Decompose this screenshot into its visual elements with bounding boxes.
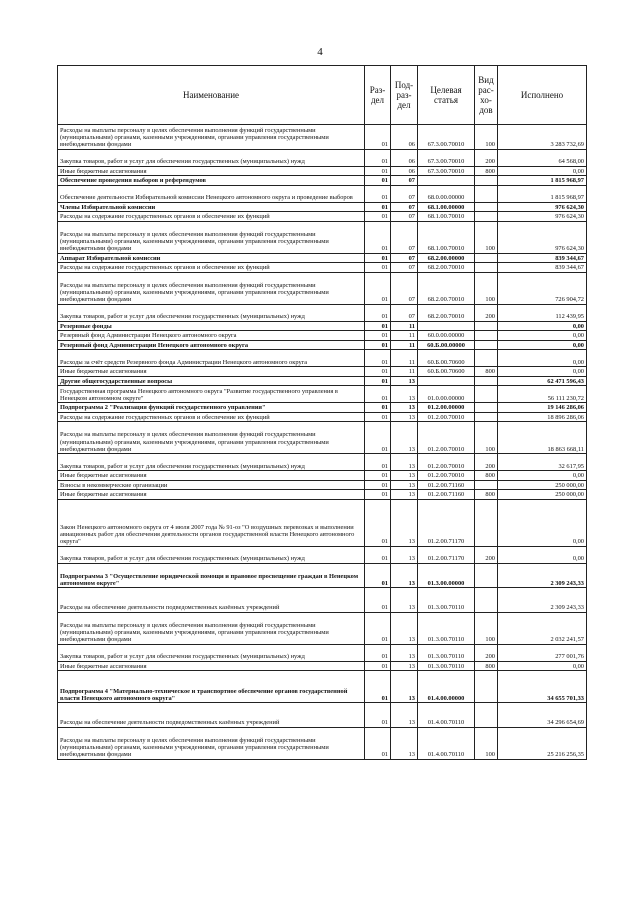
row-expense-type: 100 — [475, 727, 498, 759]
row-executed: 0,00 — [498, 166, 587, 176]
row-subsection: 13 — [391, 480, 418, 490]
table-row — [58, 176, 587, 186]
row-section: 01 — [365, 403, 391, 413]
row-subsection: 07 — [391, 202, 418, 212]
row-section: 01 — [365, 125, 391, 150]
row-expense-type — [475, 499, 498, 546]
row-name: Расходы на выплаты персоналу в целях обеспечения выполнения функций государственными (муниципальными) органами, казенными учреждениями, органами управления государственными внебюджетными фондами — [58, 422, 365, 454]
row-name: Резервные фонды — [58, 321, 365, 331]
row-subsection: 07 — [391, 212, 418, 222]
row-section: 01 — [365, 321, 391, 331]
table-row — [58, 480, 587, 490]
row-executed: 839 344,67 — [498, 263, 587, 273]
row-name: Закупка товаров, работ и услуг для обеспечения государственных (муниципальных) нужд — [58, 304, 365, 321]
row-expense-type: 100 — [475, 221, 498, 253]
row-expense-type — [475, 671, 498, 703]
row-subsection: 13 — [391, 671, 418, 703]
row-expense-type: 100 — [475, 272, 498, 304]
row-subsection: 13 — [391, 490, 418, 500]
row-expense-type: 200 — [475, 304, 498, 321]
header-name: Наименование — [58, 66, 365, 125]
row-subsection: 07 — [391, 272, 418, 304]
row-subsection: 13 — [391, 386, 418, 403]
table-row — [58, 212, 587, 222]
row-executed: 25 216 256,35 — [498, 727, 587, 759]
row-target: 68.2.00.00000 — [418, 253, 475, 263]
table-row — [58, 499, 587, 546]
row-subsection: 07 — [391, 253, 418, 263]
row-section: 01 — [365, 263, 391, 273]
row-target — [418, 321, 475, 331]
row-executed: 839 344,67 — [498, 253, 587, 263]
row-name: Подпрограмма 4 "Материально-техническое и транспортное обеспечение органов государственной власти Ненецкого автономного округа" — [58, 671, 365, 703]
row-expense-type — [475, 386, 498, 403]
row-expense-type: 100 — [475, 422, 498, 454]
row-target: 68.2.00.70010 — [418, 263, 475, 273]
row-expense-type — [475, 176, 498, 186]
row-expense-type — [475, 212, 498, 222]
row-expense-type: 200 — [475, 644, 498, 661]
row-executed: 0,00 — [498, 471, 587, 481]
row-executed: 976 624,30 — [498, 202, 587, 212]
row-executed: 0,00 — [498, 350, 587, 367]
row-target: 68.2.00.70010 — [418, 272, 475, 304]
row-executed: 34 655 701,33 — [498, 671, 587, 703]
row-section: 01 — [365, 350, 391, 367]
row-subsection: 07 — [391, 304, 418, 321]
row-name: Иные бюджетные ассигнования — [58, 471, 365, 481]
row-name: Закон Ненецкого автономного округа от 4 июля 2007 года № 91-оз "О воздушных перевозках и выполнении авиационных работ для обеспечения деятельности органов государственной власти Ненецкого автономного округа" — [58, 499, 365, 546]
row-expense-type: 200 — [475, 454, 498, 471]
table-row — [58, 727, 587, 759]
row-target: 01.2.00.70010 — [418, 471, 475, 481]
row-executed: 0,00 — [498, 367, 587, 377]
row-executed: 34 296 654,69 — [498, 703, 587, 728]
row-section: 01 — [365, 588, 391, 613]
table-row — [58, 546, 587, 563]
row-name: Расходы на содержание государственных органов и обеспечение их функций — [58, 412, 365, 422]
row-executed: 112 439,95 — [498, 304, 587, 321]
row-name: Иные бюджетные ассигнования — [58, 367, 365, 377]
row-executed: 2 032 241,57 — [498, 612, 587, 644]
row-subsection: 13 — [391, 661, 418, 671]
table-row — [58, 490, 587, 500]
row-name: Аппарат Избирательной комиссии — [58, 253, 365, 263]
row-subsection: 11 — [391, 340, 418, 350]
row-subsection: 06 — [391, 149, 418, 166]
row-target: 67.3.00.70010 — [418, 125, 475, 150]
row-section: 01 — [365, 703, 391, 728]
row-expense-type: 800 — [475, 367, 498, 377]
row-expense-type: 800 — [475, 490, 498, 500]
header-target: Целевая статья — [418, 66, 475, 125]
table-row — [58, 202, 587, 212]
row-expense-type — [475, 588, 498, 613]
table-row — [58, 454, 587, 471]
row-expense-type: 800 — [475, 661, 498, 671]
row-section: 01 — [365, 480, 391, 490]
row-target: 01.3.00.70110 — [418, 612, 475, 644]
row-subsection: 06 — [391, 125, 418, 150]
row-target: 60.Б.00.70600 — [418, 350, 475, 367]
row-section: 01 — [365, 253, 391, 263]
row-expense-type — [475, 321, 498, 331]
row-name: Расходы на выплаты персоналу в целях обеспечения выполнения функций государственными (муниципальными) органами, казенными учреждениями, органами управления государственными внебюджетными фондами — [58, 612, 365, 644]
row-subsection: 13 — [391, 644, 418, 661]
row-section: 01 — [365, 644, 391, 661]
row-expense-type: 200 — [475, 546, 498, 563]
row-subsection: 13 — [391, 499, 418, 546]
row-section: 01 — [365, 563, 391, 588]
row-name: Подпрограмма 3 "Осуществление юридической помощи и правовое просвещение граждан в Ненецком автономном округе" — [58, 563, 365, 588]
row-expense-type — [475, 253, 498, 263]
row-section: 01 — [365, 340, 391, 350]
row-name: Расходы на выплаты персоналу в целях обеспечения выполнения функций государственными (муниципальными) органами, казенными учреждениями, органами управления государственными внебюджетными фондами — [58, 727, 365, 759]
table-row — [58, 471, 587, 481]
header-executed: Исполнено — [498, 66, 587, 125]
row-name: Расходы за счёт средств Резервного фонда Администрации Ненецкого автономного округа — [58, 350, 365, 367]
table-row — [58, 253, 587, 263]
row-subsection: 11 — [391, 367, 418, 377]
row-name: Расходы на обеспечение деятельности подведомственных казённых учреждений — [58, 703, 365, 728]
row-name: Обеспечение деятельности Избирательной комиссии Ненецкого автономного округа и проведение выборов — [58, 185, 365, 202]
row-name: Закупка товаров, работ и услуг для обеспечения государственных (муниципальных) нужд — [58, 454, 365, 471]
row-executed: 0,00 — [498, 321, 587, 331]
row-target — [418, 376, 475, 386]
row-subsection: 13 — [391, 412, 418, 422]
row-target: 01.4.00.70110 — [418, 727, 475, 759]
table-row — [58, 321, 587, 331]
table-row — [58, 661, 587, 671]
row-target: 01.2.00.71160 — [418, 490, 475, 500]
table-body — [58, 125, 587, 760]
row-target: 67.3.00.70010 — [418, 149, 475, 166]
row-subsection: 13 — [391, 454, 418, 471]
row-name: Взносы в некоммерческие организации — [58, 480, 365, 490]
row-section: 01 — [365, 176, 391, 186]
row-expense-type: 200 — [475, 149, 498, 166]
row-target: 68.1.00.00000 — [418, 202, 475, 212]
row-executed: 32 617,95 — [498, 454, 587, 471]
header-expense-type: Вид рас- хо- дов — [475, 66, 498, 125]
table-row — [58, 125, 587, 150]
table-header-row — [58, 66, 587, 125]
row-target: 01.3.00.70110 — [418, 644, 475, 661]
row-section: 01 — [365, 499, 391, 546]
row-subsection: 07 — [391, 185, 418, 202]
row-executed: 64 568,00 — [498, 149, 587, 166]
row-section: 01 — [365, 367, 391, 377]
row-section: 01 — [365, 727, 391, 759]
row-expense-type — [475, 340, 498, 350]
page-number: 4 — [317, 46, 323, 58]
row-section: 01 — [365, 304, 391, 321]
row-target: 01.2.00.71170 — [418, 499, 475, 546]
row-subsection: 13 — [391, 546, 418, 563]
row-subsection: 13 — [391, 376, 418, 386]
row-expense-type — [475, 202, 498, 212]
row-section: 01 — [365, 490, 391, 500]
row-name: Резервный фонд Администрации Ненецкого автономного округа — [58, 340, 365, 350]
row-name: Обеспечение проведения выборов и референдумов — [58, 176, 365, 186]
row-subsection: 13 — [391, 422, 418, 454]
row-section: 01 — [365, 422, 391, 454]
budget-table — [57, 65, 587, 760]
row-executed: 0,00 — [498, 499, 587, 546]
row-name: Иные бюджетные ассигнования — [58, 661, 365, 671]
row-executed: 3 283 732,69 — [498, 125, 587, 150]
row-name: Подпрограмма 2 "Реализация функций государственного управления" — [58, 403, 365, 413]
row-target: 01.4.00.70110 — [418, 703, 475, 728]
table-row — [58, 149, 587, 166]
row-section: 01 — [365, 412, 391, 422]
table-row — [58, 185, 587, 202]
row-section: 01 — [365, 272, 391, 304]
table-row — [58, 412, 587, 422]
table-row — [58, 272, 587, 304]
row-name: Другие общегосударственные вопросы — [58, 376, 365, 386]
row-target: 01.2.00.70010 — [418, 454, 475, 471]
row-subsection: 07 — [391, 221, 418, 253]
row-section: 01 — [365, 202, 391, 212]
row-name: Государственная программа Ненецкого автономного округа "Развитие государственного управления в Ненецком автономном округе" — [58, 386, 365, 403]
row-name: Расходы на выплаты персоналу в целях обеспечения выполнения функций государственными (муниципальными) органами, казенными учреждениями, органами управления государственными внебюджетными фондами — [58, 125, 365, 150]
row-name: Закупка товаров, работ и услуг для обеспечения государственных (муниципальных) нужд — [58, 149, 365, 166]
table-row — [58, 263, 587, 273]
row-expense-type — [475, 263, 498, 273]
row-subsection: 13 — [391, 403, 418, 413]
row-executed: 56 111 230,72 — [498, 386, 587, 403]
row-subsection: 07 — [391, 176, 418, 186]
row-section: 01 — [365, 149, 391, 166]
row-expense-type — [475, 563, 498, 588]
row-section: 01 — [365, 471, 391, 481]
table-row — [58, 221, 587, 253]
row-section: 01 — [365, 612, 391, 644]
row-subsection: 13 — [391, 703, 418, 728]
row-executed: 2 309 243,33 — [498, 588, 587, 613]
table-row — [58, 671, 587, 703]
row-expense-type — [475, 480, 498, 490]
table-row — [58, 376, 587, 386]
row-executed: 277 001,76 — [498, 644, 587, 661]
row-section: 01 — [365, 454, 391, 471]
row-subsection: 13 — [391, 563, 418, 588]
row-expense-type — [475, 403, 498, 413]
table-row — [58, 386, 587, 403]
row-section: 01 — [365, 166, 391, 176]
row-target: 01.2.00.70010 — [418, 422, 475, 454]
row-target: 68.1.00.70010 — [418, 221, 475, 253]
row-section: 01 — [365, 546, 391, 563]
table-row — [58, 422, 587, 454]
row-executed: 0,00 — [498, 546, 587, 563]
row-name: Резервный фонд Администрации Ненецкого автономного округа — [58, 331, 365, 341]
row-executed: 976 624,30 — [498, 212, 587, 222]
row-subsection: 13 — [391, 727, 418, 759]
table-row — [58, 350, 587, 367]
row-target: 01.4.00.00000 — [418, 671, 475, 703]
row-section: 01 — [365, 212, 391, 222]
table-row — [58, 403, 587, 413]
row-name: Расходы на содержание государственных органов и обеспечение их функций — [58, 212, 365, 222]
row-executed: 976 624,30 — [498, 221, 587, 253]
row-target: 68.2.00.70010 — [418, 304, 475, 321]
row-target: 01.0.00.00000 — [418, 386, 475, 403]
table-row — [58, 304, 587, 321]
row-executed: 18 863 668,11 — [498, 422, 587, 454]
row-executed: 18 896 286,06 — [498, 412, 587, 422]
row-name: Члены Избирательной комиссии — [58, 202, 365, 212]
row-subsection: 11 — [391, 350, 418, 367]
row-target: 67.3.00.70010 — [418, 166, 475, 176]
row-subsection: 13 — [391, 471, 418, 481]
row-name: Закупка товаров, работ и услуг для обеспечения государственных (муниципальных) нужд — [58, 546, 365, 563]
row-subsection: 13 — [391, 612, 418, 644]
row-target — [418, 176, 475, 186]
row-executed: 250 000,00 — [498, 480, 587, 490]
row-name: Иные бюджетные ассигнования — [58, 166, 365, 176]
row-subsection: 07 — [391, 263, 418, 273]
row-target: 68.1.00.70010 — [418, 212, 475, 222]
row-section: 01 — [365, 185, 391, 202]
row-expense-type — [475, 350, 498, 367]
row-name: Закупка товаров, работ и услуг для обеспечения государственных (муниципальных) нужд — [58, 644, 365, 661]
row-expense-type: 800 — [475, 471, 498, 481]
row-target: 01.2.00.70010 — [418, 412, 475, 422]
table-row — [58, 644, 587, 661]
table-row — [58, 703, 587, 728]
row-target: 01.2.00.00000 — [418, 403, 475, 413]
row-target: 60.Б.00.70600 — [418, 367, 475, 377]
row-section: 01 — [365, 331, 391, 341]
row-section: 01 — [365, 386, 391, 403]
row-target: 60.Б.00.00000 — [418, 340, 475, 350]
row-executed: 62 471 596,43 — [498, 376, 587, 386]
row-target: 01.2.00.71170 — [418, 546, 475, 563]
row-target: 01.2.00.71160 — [418, 480, 475, 490]
row-target: 01.3.00.70110 — [418, 661, 475, 671]
row-executed: 0,00 — [498, 661, 587, 671]
row-name: Иные бюджетные ассигнования — [58, 490, 365, 500]
row-expense-type — [475, 331, 498, 341]
row-section: 01 — [365, 671, 391, 703]
table-row — [58, 563, 587, 588]
row-section: 01 — [365, 221, 391, 253]
row-name: Расходы на содержание государственных органов и обеспечение их функций — [58, 263, 365, 273]
row-expense-type: 100 — [475, 125, 498, 150]
row-expense-type — [475, 185, 498, 202]
row-target: 68.0.00.00000 — [418, 185, 475, 202]
row-section: 01 — [365, 376, 391, 386]
table-row — [58, 588, 587, 613]
header-subsection: Под- раз- дел — [391, 66, 418, 125]
row-executed: 1 815 968,97 — [498, 185, 587, 202]
table-row — [58, 331, 587, 341]
row-executed: 0,00 — [498, 340, 587, 350]
table-row — [58, 612, 587, 644]
row-expense-type: 800 — [475, 166, 498, 176]
row-executed: 0,00 — [498, 331, 587, 341]
row-expense-type — [475, 703, 498, 728]
row-executed: 1 815 968,97 — [498, 176, 587, 186]
row-target: 60.0.00.00000 — [418, 331, 475, 341]
row-subsection: 11 — [391, 331, 418, 341]
row-executed: 250 000,00 — [498, 490, 587, 500]
row-target: 01.3.00.70110 — [418, 588, 475, 613]
row-expense-type — [475, 376, 498, 386]
row-name: Расходы на выплаты персоналу в целях обеспечения выполнения функций государственными (муниципальными) органами, казенными учреждениями, органами управления государственными внебюджетными фондами — [58, 272, 365, 304]
row-executed: 19 146 286,06 — [498, 403, 587, 413]
row-name: Расходы на выплаты персоналу в целях обеспечения выполнения функций государственными (муниципальными) органами, казенными учреждениями, органами управления государственными внебюджетными фондами — [58, 221, 365, 253]
table-row — [58, 166, 587, 176]
header-section: Раз- дел — [365, 66, 391, 125]
table-row — [58, 340, 587, 350]
row-target: 01.3.00.00000 — [418, 563, 475, 588]
row-executed: 726 904,72 — [498, 272, 587, 304]
row-section: 01 — [365, 661, 391, 671]
row-subsection: 13 — [391, 588, 418, 613]
row-executed: 2 309 243,33 — [498, 563, 587, 588]
row-subsection: 06 — [391, 166, 418, 176]
table-row — [58, 367, 587, 377]
row-subsection: 11 — [391, 321, 418, 331]
row-name: Расходы на обеспечение деятельности подведомственных казённых учреждений — [58, 588, 365, 613]
row-expense-type: 100 — [475, 612, 498, 644]
row-expense-type — [475, 412, 498, 422]
